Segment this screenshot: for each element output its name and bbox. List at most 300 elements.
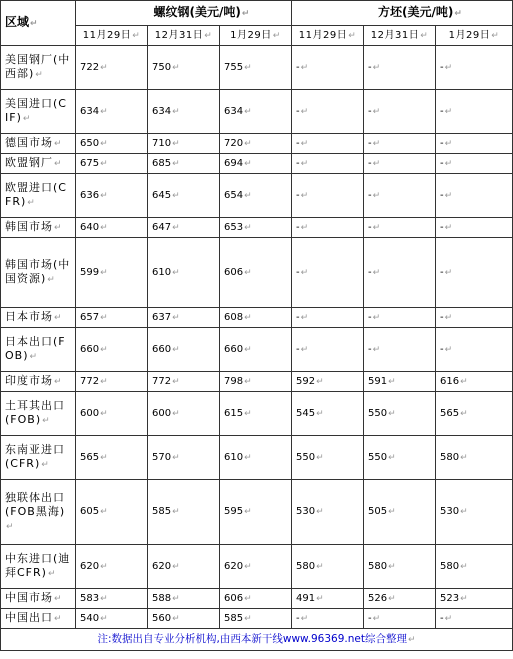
paragraph-mark: ↵ bbox=[300, 267, 309, 278]
paragraph-mark: ↵ bbox=[172, 452, 180, 463]
paragraph-mark: ↵ bbox=[244, 190, 252, 201]
billet-price-cell-text: 592 bbox=[296, 375, 316, 387]
billet-price-cell bbox=[436, 480, 513, 545]
paragraph-mark: ↵ bbox=[100, 138, 108, 149]
billet-price-cell-text: 491 bbox=[296, 592, 316, 604]
rebar-price-cell-text: 599 bbox=[80, 266, 100, 278]
paragraph-mark: ↵ bbox=[272, 30, 281, 41]
billet-price-cell bbox=[364, 480, 436, 545]
paragraph-mark: ↵ bbox=[444, 267, 453, 278]
rebar-price-cell bbox=[76, 372, 148, 392]
paragraph-mark: ↵ bbox=[388, 507, 396, 517]
paragraph-mark: ↵ bbox=[172, 190, 180, 201]
table-row bbox=[1, 328, 513, 372]
billet-price-cell-text: 505 bbox=[368, 506, 388, 517]
rebar-header-cell bbox=[76, 1, 292, 26]
table-footer bbox=[1, 629, 513, 651]
rebar-price-cell bbox=[148, 328, 220, 372]
billet-price-cell bbox=[292, 392, 364, 436]
paragraph-mark: ↵ bbox=[35, 70, 44, 80]
billet-price-cell-text: - bbox=[368, 266, 372, 278]
region-cell bbox=[1, 154, 76, 174]
billet-price-cell-text: - bbox=[296, 157, 300, 169]
paragraph-mark: ↵ bbox=[241, 9, 250, 19]
billet-price-cell-text: - bbox=[368, 105, 372, 117]
region-cell-text: 韩国市场 bbox=[5, 220, 53, 233]
rebar-price-cell bbox=[148, 609, 220, 629]
paragraph-mark: ↵ bbox=[244, 222, 252, 233]
rebar-price-cell bbox=[220, 328, 292, 372]
billet-price-cell bbox=[364, 545, 436, 589]
rebar-price-cell-text: 720 bbox=[224, 137, 244, 149]
paragraph-mark: ↵ bbox=[172, 613, 180, 624]
region-cell bbox=[1, 90, 76, 134]
paragraph-mark: ↵ bbox=[244, 376, 252, 387]
paragraph-mark: ↵ bbox=[372, 106, 381, 117]
billet-price-cell-text: - bbox=[368, 61, 372, 73]
billet-price-cell bbox=[292, 90, 364, 134]
region-cell-text: 欧盟进口(CFR) bbox=[5, 181, 67, 208]
rebar-price-cell bbox=[76, 545, 148, 589]
billet-price-cell bbox=[436, 46, 513, 90]
paragraph-mark: ↵ bbox=[316, 408, 324, 419]
paragraph-mark: ↵ bbox=[444, 312, 453, 323]
paragraph-mark: ↵ bbox=[47, 569, 57, 579]
region-cell-text: 中国出口 bbox=[5, 611, 53, 624]
billet-price-cell-text: - bbox=[368, 612, 372, 624]
paragraph-mark: ↵ bbox=[460, 507, 468, 517]
region-header-cell bbox=[1, 1, 76, 46]
paragraph-mark: ↵ bbox=[444, 190, 453, 201]
paragraph-mark: ↵ bbox=[300, 222, 309, 233]
rebar-header-label: 螺纹钢(美元/吨) bbox=[153, 5, 241, 19]
region-cell bbox=[1, 328, 76, 372]
billet-price-cell bbox=[292, 308, 364, 328]
billet-price-cell bbox=[292, 174, 364, 218]
region-cell-text: 德国市场 bbox=[5, 136, 53, 149]
billet-price-cell-text: 550 bbox=[368, 451, 388, 463]
billet-price-cell bbox=[364, 46, 436, 90]
billet-price-cell bbox=[292, 480, 364, 545]
region-cell bbox=[1, 372, 76, 392]
region-cell bbox=[1, 480, 76, 545]
rebar-price-cell-text: 645 bbox=[152, 189, 172, 201]
rebar-price-cell-text: 772 bbox=[152, 375, 172, 387]
paragraph-mark: ↵ bbox=[372, 344, 381, 355]
table-row bbox=[1, 174, 513, 218]
note-row bbox=[1, 629, 513, 651]
rebar-price-cell bbox=[76, 238, 148, 308]
paragraph-mark: ↵ bbox=[54, 139, 63, 149]
paragraph-mark: ↵ bbox=[100, 507, 108, 517]
region-cell-text: 土耳其出口(FOB) bbox=[5, 399, 65, 426]
rebar-price-cell-text: 755 bbox=[224, 61, 244, 73]
billet-price-cell-text: - bbox=[440, 221, 444, 233]
rebar-price-cell-text: 610 bbox=[152, 266, 172, 278]
rebar-price-cell bbox=[220, 609, 292, 629]
region-cell bbox=[1, 392, 76, 436]
paragraph-mark: ↵ bbox=[244, 408, 252, 419]
region-cell bbox=[1, 308, 76, 328]
rebar-price-cell-text: 540 bbox=[80, 612, 100, 624]
table-row bbox=[1, 609, 513, 629]
billet-price-cell-text: - bbox=[296, 189, 300, 201]
rebar-price-cell bbox=[76, 480, 148, 545]
billet-price-cell bbox=[436, 238, 513, 308]
paragraph-mark: ↵ bbox=[54, 594, 63, 604]
billet-price-cell-text: 545 bbox=[296, 407, 316, 419]
rebar-price-cell-text: 610 bbox=[224, 451, 244, 463]
date-header-cell bbox=[364, 26, 436, 46]
paragraph-mark: ↵ bbox=[372, 138, 381, 149]
billet-price-cell bbox=[364, 90, 436, 134]
paragraph-mark: ↵ bbox=[47, 275, 56, 285]
paragraph-mark: ↵ bbox=[100, 106, 108, 117]
rebar-price-cell bbox=[148, 372, 220, 392]
rebar-price-cell bbox=[148, 90, 220, 134]
rebar-price-cell bbox=[220, 436, 292, 480]
billet-price-cell bbox=[364, 372, 436, 392]
region-cell-text: 美国进口(CIF) bbox=[5, 97, 67, 124]
rebar-price-cell bbox=[148, 392, 220, 436]
paragraph-mark: ↵ bbox=[372, 158, 381, 169]
rebar-price-cell bbox=[220, 372, 292, 392]
rebar-price-cell-text: 660 bbox=[224, 343, 244, 355]
billet-price-cell bbox=[364, 392, 436, 436]
table-row bbox=[1, 218, 513, 238]
paragraph-mark: ↵ bbox=[100, 613, 108, 624]
paragraph-mark: ↵ bbox=[100, 408, 108, 419]
paragraph-mark: ↵ bbox=[172, 408, 180, 419]
rebar-price-cell bbox=[220, 589, 292, 609]
paragraph-mark: ↵ bbox=[244, 312, 252, 323]
rebar-price-cell bbox=[76, 609, 148, 629]
date-label: 11月29日 bbox=[82, 29, 132, 41]
paragraph-mark: ↵ bbox=[454, 9, 462, 19]
rebar-price-cell-text: 585 bbox=[224, 612, 244, 624]
rebar-price-cell bbox=[220, 134, 292, 154]
paragraph-mark: ↵ bbox=[54, 159, 63, 169]
table-row bbox=[1, 154, 513, 174]
billet-price-cell bbox=[292, 589, 364, 609]
paragraph-mark: ↵ bbox=[444, 613, 453, 624]
paragraph-mark: ↵ bbox=[172, 138, 180, 149]
rebar-price-cell-text: 634 bbox=[224, 105, 244, 117]
date-label: 1月29日 bbox=[448, 29, 491, 41]
region-cell-text: 欧盟钢厂 bbox=[5, 156, 53, 169]
paragraph-mark: ↵ bbox=[388, 452, 396, 463]
table-row bbox=[1, 308, 513, 328]
billet-price-cell bbox=[292, 134, 364, 154]
paragraph-mark: ↵ bbox=[100, 376, 108, 387]
region-cell bbox=[1, 609, 76, 629]
paragraph-mark: ↵ bbox=[300, 138, 309, 149]
paragraph-mark: ↵ bbox=[100, 593, 108, 604]
paragraph-mark: ↵ bbox=[348, 30, 357, 41]
rebar-price-cell bbox=[148, 238, 220, 308]
rebar-price-cell-text: 606 bbox=[224, 592, 244, 604]
billet-price-cell-text: - bbox=[368, 343, 372, 355]
rebar-price-cell-text: 620 bbox=[152, 560, 172, 572]
billet-price-cell-text: 616 bbox=[440, 375, 460, 387]
rebar-price-cell-text: 722 bbox=[80, 61, 100, 73]
rebar-price-cell bbox=[148, 134, 220, 154]
billet-price-cell-text: 580 bbox=[440, 560, 460, 572]
billet-price-cell-text: 591 bbox=[368, 375, 388, 387]
table-row bbox=[1, 545, 513, 589]
paragraph-mark: ↵ bbox=[460, 408, 468, 419]
table-row bbox=[1, 480, 513, 545]
billet-price-cell bbox=[364, 436, 436, 480]
billet-price-cell bbox=[292, 328, 364, 372]
billet-price-cell-text: - bbox=[440, 189, 444, 201]
billet-price-cell bbox=[364, 154, 436, 174]
billet-price-cell-text: - bbox=[368, 157, 372, 169]
region-cell bbox=[1, 545, 76, 589]
region-cell-text: 日本市场 bbox=[5, 310, 53, 323]
billet-price-cell bbox=[436, 218, 513, 238]
table-row bbox=[1, 238, 513, 308]
billet-price-cell-text: - bbox=[296, 612, 300, 624]
billet-price-cell bbox=[364, 238, 436, 308]
billet-price-cell-text: - bbox=[440, 311, 444, 323]
rebar-price-cell-text: 634 bbox=[152, 105, 172, 117]
paragraph-mark: ↵ bbox=[244, 106, 252, 117]
billet-price-cell bbox=[292, 372, 364, 392]
rebar-price-cell bbox=[76, 174, 148, 218]
paragraph-mark: ↵ bbox=[420, 30, 429, 41]
paragraph-mark: ↵ bbox=[244, 593, 252, 604]
billet-price-cell bbox=[364, 308, 436, 328]
billet-price-cell-text: - bbox=[440, 61, 444, 73]
billet-price-cell bbox=[292, 46, 364, 90]
billet-price-cell bbox=[436, 308, 513, 328]
billet-price-cell-text: 580 bbox=[368, 560, 388, 572]
paragraph-mark: ↵ bbox=[460, 452, 468, 463]
table-row bbox=[1, 372, 513, 392]
paragraph-mark: ↵ bbox=[42, 416, 51, 426]
paragraph-mark: ↵ bbox=[460, 561, 468, 572]
rebar-price-cell-text: 585 bbox=[152, 506, 172, 517]
rebar-price-cell-text: 606 bbox=[224, 266, 244, 278]
billet-price-cell-text: - bbox=[296, 343, 300, 355]
paragraph-mark: ↵ bbox=[244, 62, 252, 73]
region-cell-text: 美国钢厂(中西部) bbox=[5, 53, 71, 80]
rebar-price-cell bbox=[220, 154, 292, 174]
paragraph-mark: ↵ bbox=[172, 312, 180, 323]
paragraph-mark: ↵ bbox=[54, 614, 63, 624]
region-cell-text: 东南亚进口(CFR) bbox=[5, 443, 65, 470]
paragraph-mark: ↵ bbox=[54, 223, 63, 233]
header-row-1 bbox=[1, 1, 513, 26]
rebar-price-cell bbox=[148, 46, 220, 90]
paragraph-mark: ↵ bbox=[172, 106, 180, 117]
billet-price-cell-text: - bbox=[296, 266, 300, 278]
billet-price-cell-text: - bbox=[368, 311, 372, 323]
billet-price-cell bbox=[292, 154, 364, 174]
rebar-price-cell-text: 647 bbox=[152, 221, 172, 233]
billet-price-cell-text: - bbox=[440, 612, 444, 624]
paragraph-mark: ↵ bbox=[300, 62, 309, 73]
paragraph-mark: ↵ bbox=[244, 561, 252, 572]
billet-header-label: 方坯(美元/吨) bbox=[378, 5, 454, 19]
billet-price-cell bbox=[292, 545, 364, 589]
rebar-price-cell-text: 654 bbox=[224, 189, 244, 201]
rebar-price-cell-text: 620 bbox=[80, 560, 100, 572]
region-cell bbox=[1, 218, 76, 238]
rebar-price-cell-text: 565 bbox=[80, 451, 100, 463]
billet-header-cell bbox=[292, 1, 513, 26]
rebar-price-cell-text: 710 bbox=[152, 137, 172, 149]
billet-price-cell bbox=[436, 154, 513, 174]
table-row bbox=[1, 134, 513, 154]
paragraph-mark: ↵ bbox=[100, 158, 108, 169]
table-body bbox=[1, 46, 513, 629]
rebar-price-cell-text: 640 bbox=[80, 221, 100, 233]
paragraph-mark: ↵ bbox=[100, 190, 108, 201]
paragraph-mark: ↵ bbox=[388, 408, 396, 419]
region-cell bbox=[1, 589, 76, 609]
billet-price-cell-text: - bbox=[440, 157, 444, 169]
paragraph-mark: ↵ bbox=[29, 352, 39, 362]
paragraph-mark: ↵ bbox=[22, 114, 32, 124]
paragraph-mark: ↵ bbox=[407, 635, 416, 645]
billet-price-cell bbox=[436, 174, 513, 218]
paragraph-mark: ↵ bbox=[30, 19, 38, 29]
region-cell-text: 独联体出口(FOB黑海) bbox=[5, 490, 66, 518]
paragraph-mark: ↵ bbox=[54, 313, 63, 323]
paragraph-mark: ↵ bbox=[444, 158, 453, 169]
paragraph-mark: ↵ bbox=[372, 222, 381, 233]
billet-price-cell bbox=[292, 238, 364, 308]
paragraph-mark: ↵ bbox=[300, 344, 309, 355]
region-cell bbox=[1, 174, 76, 218]
paragraph-mark: ↵ bbox=[460, 593, 468, 604]
billet-price-cell bbox=[292, 218, 364, 238]
region-cell bbox=[1, 46, 76, 90]
rebar-price-cell bbox=[148, 174, 220, 218]
region-cell-text: 中东进口(迪拜CFR) bbox=[5, 552, 71, 579]
billet-price-cell-text: - bbox=[440, 137, 444, 149]
paragraph-mark: ↵ bbox=[244, 344, 252, 355]
rebar-price-cell bbox=[76, 218, 148, 238]
date-header-cell bbox=[76, 26, 148, 46]
rebar-price-cell bbox=[220, 218, 292, 238]
paragraph-mark: ↵ bbox=[172, 222, 180, 233]
paragraph-mark: ↵ bbox=[6, 521, 15, 532]
table-row bbox=[1, 392, 513, 436]
paragraph-mark: ↵ bbox=[54, 377, 63, 387]
rebar-price-cell-text: 657 bbox=[80, 311, 100, 323]
paragraph-mark: ↵ bbox=[444, 344, 453, 355]
paragraph-mark: ↵ bbox=[444, 222, 453, 233]
billet-price-cell bbox=[436, 90, 513, 134]
paragraph-mark: ↵ bbox=[460, 376, 468, 387]
region-cell bbox=[1, 134, 76, 154]
rebar-price-cell-text: 798 bbox=[224, 375, 244, 387]
rebar-price-cell bbox=[220, 480, 292, 545]
paragraph-mark: ↵ bbox=[100, 222, 108, 233]
billet-price-cell-text: - bbox=[296, 105, 300, 117]
billet-price-cell bbox=[436, 372, 513, 392]
table-header bbox=[1, 1, 513, 46]
paragraph-mark: ↵ bbox=[491, 30, 500, 41]
paragraph-mark: ↵ bbox=[372, 62, 381, 73]
billet-price-cell-text: - bbox=[368, 189, 372, 201]
paragraph-mark: ↵ bbox=[244, 138, 252, 149]
rebar-price-cell bbox=[76, 46, 148, 90]
paragraph-mark: ↵ bbox=[100, 561, 108, 572]
rebar-price-cell-text: 608 bbox=[224, 311, 244, 323]
region-cell bbox=[1, 238, 76, 308]
rebar-price-cell-text: 653 bbox=[224, 221, 244, 233]
paragraph-mark: ↵ bbox=[316, 561, 324, 572]
billet-price-cell-text: - bbox=[440, 105, 444, 117]
billet-price-cell bbox=[436, 609, 513, 629]
rebar-price-cell-text: 637 bbox=[152, 311, 172, 323]
source-note: 注:数据出自专业分析机构,由西本新干线www.96369.net综合整理 bbox=[97, 633, 407, 645]
region-cell-text: 韩国市场(中国资源) bbox=[5, 258, 71, 285]
paragraph-mark: ↵ bbox=[388, 376, 396, 387]
paragraph-mark: ↵ bbox=[100, 62, 108, 73]
billet-price-cell-text: - bbox=[296, 221, 300, 233]
paragraph-mark: ↵ bbox=[244, 452, 252, 463]
billet-price-cell-text: 530 bbox=[440, 506, 460, 517]
billet-price-cell-text: 523 bbox=[440, 592, 460, 604]
billet-price-cell bbox=[364, 134, 436, 154]
paragraph-mark: ↵ bbox=[444, 138, 453, 149]
paragraph-mark: ↵ bbox=[300, 158, 309, 169]
billet-price-cell-text: - bbox=[440, 343, 444, 355]
paragraph-mark: ↵ bbox=[444, 62, 453, 73]
paragraph-mark: ↵ bbox=[172, 344, 180, 355]
rebar-price-cell bbox=[148, 218, 220, 238]
billet-price-cell bbox=[292, 609, 364, 629]
paragraph-mark: ↵ bbox=[300, 190, 309, 201]
table-row bbox=[1, 436, 513, 480]
paragraph-mark: ↵ bbox=[172, 158, 180, 169]
billet-price-cell-text: 550 bbox=[296, 451, 316, 463]
billet-price-cell-text: - bbox=[296, 311, 300, 323]
billet-price-cell bbox=[436, 545, 513, 589]
paragraph-mark: ↵ bbox=[316, 452, 324, 463]
rebar-price-cell bbox=[220, 238, 292, 308]
date-label: 12月31日 bbox=[370, 29, 420, 41]
rebar-price-cell bbox=[76, 436, 148, 480]
rebar-price-cell-text: 583 bbox=[80, 592, 100, 604]
paragraph-mark: ↵ bbox=[388, 561, 396, 572]
rebar-price-cell bbox=[148, 545, 220, 589]
rebar-price-cell bbox=[220, 174, 292, 218]
table-row bbox=[1, 90, 513, 134]
rebar-price-cell-text: 600 bbox=[80, 407, 100, 419]
rebar-price-cell bbox=[148, 480, 220, 545]
rebar-price-cell bbox=[76, 392, 148, 436]
billet-price-cell bbox=[436, 392, 513, 436]
source-note-cell bbox=[1, 629, 513, 651]
paragraph-mark: ↵ bbox=[41, 460, 50, 470]
paragraph-mark: ↵ bbox=[316, 376, 324, 387]
paragraph-mark: ↵ bbox=[100, 452, 108, 463]
region-cell bbox=[1, 436, 76, 480]
region-cell-text: 中国市场 bbox=[5, 591, 53, 604]
billet-price-cell-text: 530 bbox=[296, 506, 316, 517]
date-header-cell bbox=[292, 26, 364, 46]
rebar-price-cell-text: 570 bbox=[152, 451, 172, 463]
date-label: 11月29日 bbox=[298, 29, 348, 41]
paragraph-mark: ↵ bbox=[132, 30, 141, 41]
paragraph-mark: ↵ bbox=[300, 312, 309, 323]
